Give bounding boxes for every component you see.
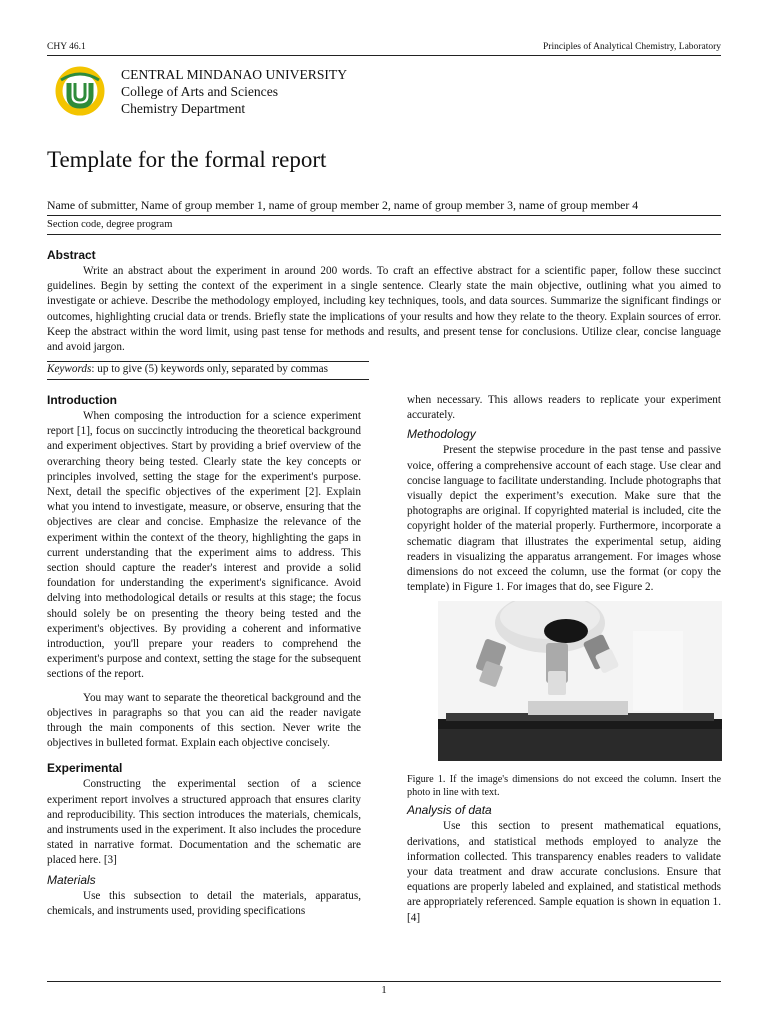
microscope-icon bbox=[438, 601, 722, 761]
abstract-heading: Abstract bbox=[47, 248, 96, 262]
keywords-text: : up to give (5) keywords only, separated by commas bbox=[91, 363, 328, 375]
abstract-text: Write an abstract about the experiment in around 200 words. To craft an effective abstract for a scientific paper, follow these succinct guidelines. Begin by setting the context of the experiment in a single sentence. Clearly state the main objective, outlining what you aimed to investigate or achieve. Describe the methodology employed, including key techniques, tools, and data sources. Summarize the significant findings or outcomes, highlighting crucial data or trends. Briefly state the implications of your results and how they relate to the theory. Explain sources of error. Keep the abstract within the word limit, using past tense for methods and results, and present tense for conclusions. Utilize clear, concise language and avoid jargon. bbox=[47, 265, 721, 354]
page-number: 1 bbox=[381, 984, 387, 996]
left-column bbox=[47, 393, 361, 919]
materials-text: Use this subsection to detail the materials, apparatus, chemicals, and instruments used, providing specifications bbox=[47, 889, 361, 917]
abstract-section bbox=[47, 248, 721, 355]
course-title: Principles of Analytical Chemistry, Laboratory bbox=[543, 42, 721, 52]
institution-block bbox=[121, 66, 347, 117]
author-rule bbox=[47, 215, 721, 216]
document-page bbox=[47, 0, 721, 1024]
university-name: CENTRAL MINDANAO UNIVERSITY bbox=[121, 67, 348, 82]
keywords-label: Keywords bbox=[47, 363, 92, 375]
methodology-text: Present the stepwise procedure in the past tense and passive voice, offering a comprehensive account of each stage. Use clear and concise language to facilitate understanding. Include photographs that visually depict the experiment’s execution. Make sure that the photographs are original. If copyrighted material is included, cite the copyright holder of the material properly. Furthermore, incorporate a schematic diagram that illustrates the experimental setup, aiding readers in visualizing the apparatus arrangement. For images whose dimensions do not exceed the column, use the format (or copy the template) in Figure 1. For images that do, see Figure 2. bbox=[407, 444, 721, 594]
keywords-rule-top bbox=[47, 361, 369, 362]
experimental-heading: Experimental bbox=[47, 761, 123, 776]
introduction-paragraph-2: You may want to separate the theoretical background and the objectives in paragraphs so that you can aid the reader navigate through the main components of this section. Never write the objectives in bulleted format. Explain each objective concisely. bbox=[47, 691, 361, 750]
right-column bbox=[407, 393, 721, 926]
analysis-heading: Analysis of data bbox=[407, 803, 492, 818]
author-list: Name of submitter, Name of group member 1, name of group member 2, name of group member 3, name of group member 4 bbox=[47, 198, 639, 212]
course-code: CHY 46.1 bbox=[47, 42, 86, 52]
section-code: Section code, degree program bbox=[47, 219, 173, 230]
footer-rule bbox=[47, 981, 721, 982]
materials-text-continued: when necessary. This allows readers to replicate your experiment accurately. bbox=[407, 394, 721, 422]
analysis-text: Use this section to present mathematical equations, derivations, and statistical methods employed to analyze the information collected. This transparency enables readers to validate your data treatment and draw accurate conclusions. Ensure that equations are properly labeled and explained, and statistical methods are appropriately referenced. Sample equation is shown in equation 1. [4] bbox=[407, 820, 721, 924]
methodology-heading: Methodology bbox=[407, 427, 476, 442]
keywords-rule-bottom bbox=[47, 379, 369, 380]
figure-1-microscope-image bbox=[438, 601, 722, 761]
report-title: Template for the formal report bbox=[47, 147, 327, 172]
materials-heading: Materials bbox=[47, 872, 96, 887]
introduction-paragraph-1: When composing the introduction for a science experiment report [1], focus on succinctly introducing the theoretical background and experiment objectives. Start by providing a brief overview of the overarching theory being tested. Clearly state the key concepts or principles involved, setting the stage for the experiment's purpose. Next, detail the specific objectives of the experiment [2]. Explain what you intend to investigate, measure, or observe, ensuring that the objectives are clear and concise. Emphasize the relevance of the experiment within the context of the theory, highlighting the gaps in current understanding that the experiment aims to address. This section should capture the reader's interest and provide a solid foundation for understanding the experiment's significance. Avoid delving into methodological details or results at this stage; the focus should solely be on presenting the theory being tested and the experiment's objectives. By providing a coherent and informative introduction, you'll prepare your readers to comprehend the experiment's purpose and context, setting the stage for the subsequent sections of the report. bbox=[47, 410, 361, 681]
college-name: College of Arts and Sciences bbox=[121, 84, 279, 99]
running-header bbox=[47, 42, 721, 55]
section-rule bbox=[47, 234, 721, 235]
introduction-heading: Introduction bbox=[47, 393, 117, 407]
university-logo-icon bbox=[55, 66, 105, 116]
department-name: Chemistry Department bbox=[121, 101, 246, 116]
experimental-text: Constructing the experimental section of a science experiment report involves a structured approach that ensures clarity and reproducibility. This section introduces the materials, chemicals, and instruments used in the experiment. It also includes the procedure stated in narrative format. Documentation and the schematic are placed here. [3] bbox=[47, 778, 361, 867]
figure-1-caption: Figure 1. If the image's dimensions do not exceed the column. Insert the photo in line with text. bbox=[407, 774, 721, 799]
keywords-line bbox=[47, 363, 328, 375]
header-rule bbox=[47, 55, 721, 56]
